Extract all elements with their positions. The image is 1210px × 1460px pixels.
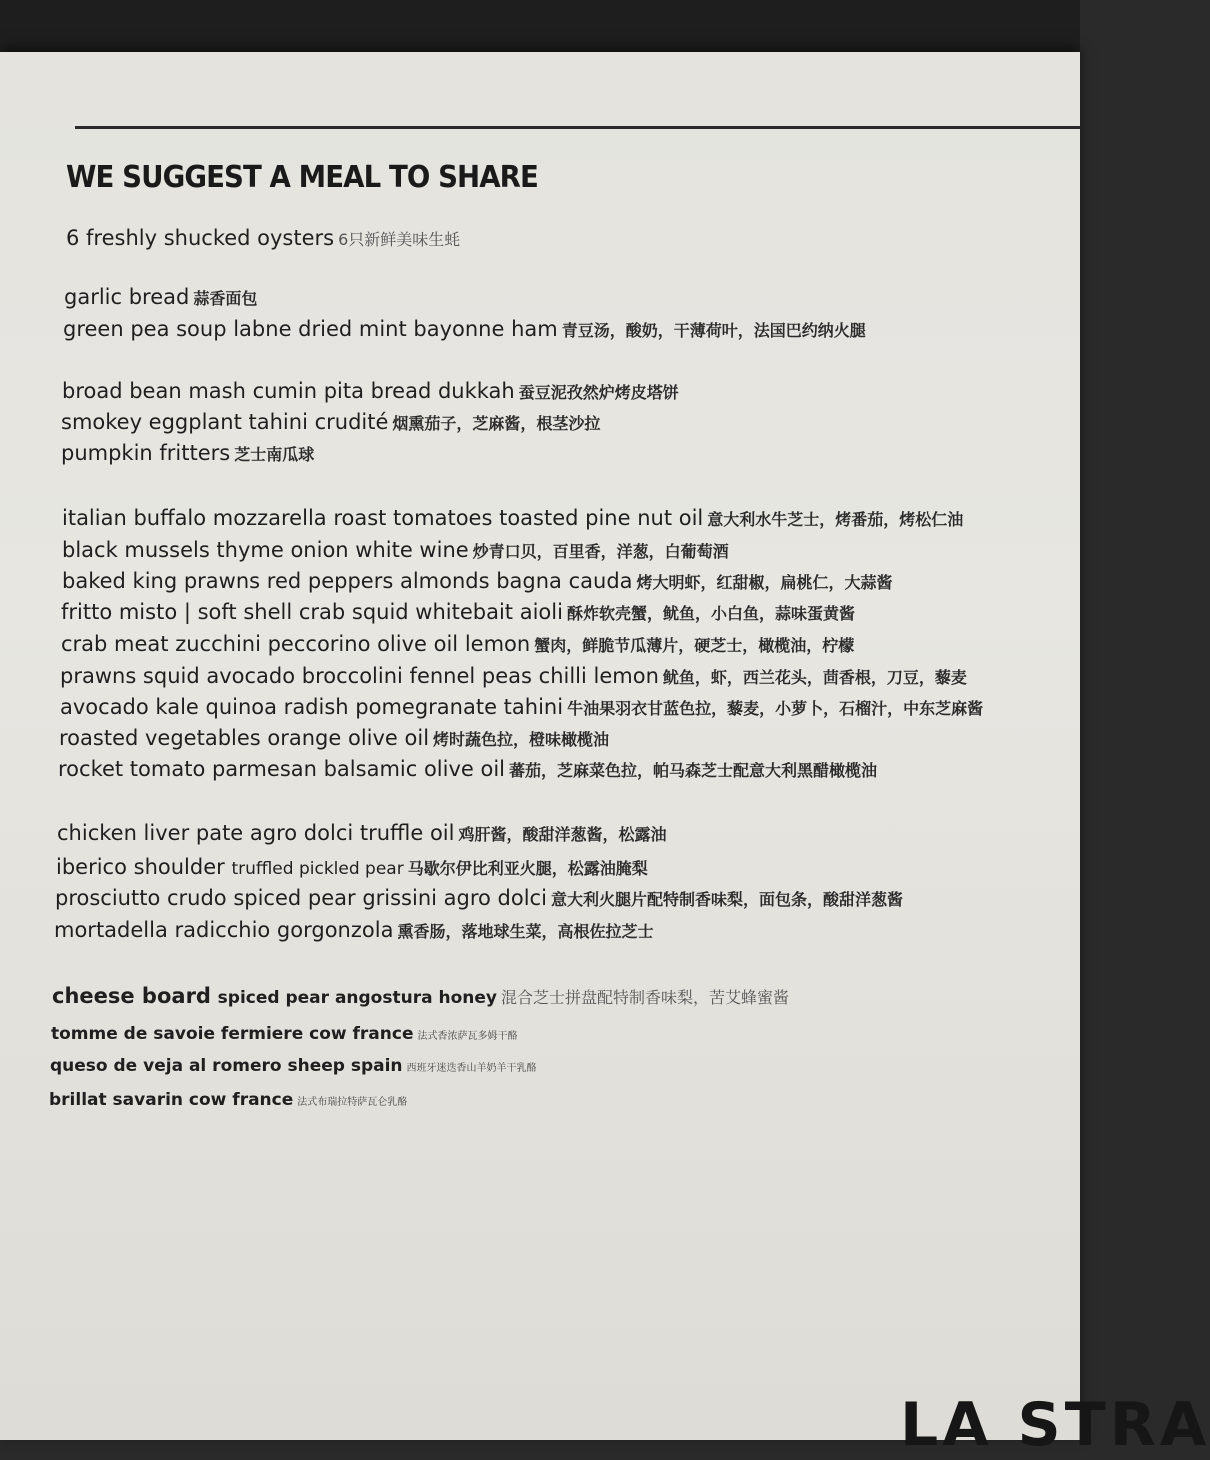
item-translation: 法式香浓萨瓦多姆干酪 xyxy=(417,1031,518,1042)
menu-item-broad-bean xyxy=(62,381,679,402)
menu-item-avocado-kale xyxy=(60,697,983,718)
item-translation: 鸡肝酱，酸甜洋葱酱，松露油 xyxy=(458,825,667,844)
item-name: pumpkin fritters xyxy=(61,441,231,465)
item-translation: 蒜香面包 xyxy=(193,289,258,308)
item-name: prosciutto crudo spiced pear grissini agro dolci xyxy=(55,886,547,910)
menu-item-garlic-bread xyxy=(64,287,257,308)
item-translation: 意大利水牛芝士，烤番茄，烤松仁油 xyxy=(707,510,964,529)
item-name: fritto misto | soft shell crab squid whitebait aioli xyxy=(61,600,563,624)
menu-item-oysters xyxy=(66,228,460,249)
item-name: black mussels thyme onion white wine xyxy=(62,538,469,562)
item-name: italian buffalo mozzarella roast tomatoes toasted pine nut oil xyxy=(62,506,704,530)
menu-item-mortadella xyxy=(54,920,653,941)
item-translation: 混合芝士拼盘配特制香味梨，苦艾蜂蜜酱 xyxy=(500,988,789,1007)
item-name: tomme de savoie fermiere cow france xyxy=(51,1024,414,1044)
item-name: rocket tomato parmesan balsamic olive oil xyxy=(58,757,506,781)
item-name: crab meat zucchini peccorino olive oil lemon xyxy=(61,632,531,656)
item-name: queso de veja al romero sheep spain xyxy=(50,1056,403,1076)
menu-item-prawns xyxy=(62,571,893,592)
item-translation: 西班牙迷迭香山羊奶羊干乳酪 xyxy=(406,1063,537,1074)
item-translation: 法式布瑞拉特萨瓦仑乳酪 xyxy=(297,1097,408,1108)
item-name: brillat savarin cow france xyxy=(49,1090,294,1110)
divider-rule xyxy=(75,126,1080,129)
menu-item-cheese-board xyxy=(52,986,789,1007)
item-translation: 青豆汤，酸奶，干薄荷叶，法国巴约纳火腿 xyxy=(561,321,866,340)
item-name: green pea soup labne dried mint bayonne ham xyxy=(63,317,558,341)
item-translation: 鱿鱼，虾，西兰花头，茴香根，刀豆，藜麦 xyxy=(662,668,967,687)
item-name: garlic bread xyxy=(64,285,190,309)
menu-item-prawns-squid xyxy=(60,666,967,687)
item-name: iberico shoulder xyxy=(56,855,225,879)
brand-mark-partial: LA STRA xyxy=(900,1390,1210,1460)
item-name: avocado kale quinoa radish pomegranate tahini xyxy=(60,695,564,719)
menu-item-crab-meat xyxy=(61,634,854,655)
item-translation: 酥炸软壳蟹，鱿鱼，小白鱼，蒜味蛋黄酱 xyxy=(566,604,855,623)
menu-item-mussels xyxy=(62,540,729,561)
item-translation: 熏香肠，落地球生菜，高根佐拉芝士 xyxy=(397,922,654,941)
item-translation: 炒青口贝，百里香，洋葱，白葡萄酒 xyxy=(472,542,729,561)
item-translation: 蕃茄，芝麻菜色拉，帕马森芝士配意大利黑醋橄榄油 xyxy=(509,761,878,780)
item-name: chicken liver pate agro dolci truffle oil xyxy=(57,821,455,845)
item-translation: 蟹肉，鲜脆节瓜薄片，硬芝士，橄榄油，柠檬 xyxy=(534,636,855,655)
item-translation: 芝士南瓜球 xyxy=(234,445,315,464)
item-translation: 烤时蔬色拉，橙味橄榄油 xyxy=(433,730,610,749)
menu-item-tomme xyxy=(51,1022,517,1043)
item-description: truffled pickled pear xyxy=(231,859,404,879)
menu-item-pumpkin xyxy=(61,443,314,464)
menu-item-prosciutto xyxy=(55,888,903,909)
item-translation: 烟熏茄子，芝麻酱，根茎沙拉 xyxy=(392,414,601,433)
menu-item-brillat xyxy=(49,1088,407,1109)
item-translation: 烤大明虾，红甜椒，扁桃仁，大蒜酱 xyxy=(636,573,893,592)
menu-item-chicken-liver xyxy=(57,823,666,844)
item-translation: 6只新鲜美味生蚝 xyxy=(338,230,461,249)
item-name: roasted vegetables orange olive oil xyxy=(59,726,430,750)
menu-sheet xyxy=(0,52,1210,1460)
item-name: mortadella radicchio gorgonzola xyxy=(54,918,394,942)
menu-item-fritto-misto xyxy=(61,602,855,623)
item-description: spiced pear angostura honey xyxy=(217,988,497,1008)
menu-item-queso xyxy=(50,1054,537,1075)
item-name: baked king prawns red peppers almonds bagna cauda xyxy=(62,569,633,593)
menu-item-eggplant xyxy=(61,412,600,433)
item-name: 6 freshly shucked oysters xyxy=(66,226,335,250)
item-name: broad bean mash cumin pita bread dukkah xyxy=(62,379,515,403)
item-name: smokey eggplant tahini crudité xyxy=(61,410,389,434)
menu-item-mozzarella xyxy=(62,508,963,529)
menu-item-iberico xyxy=(56,857,648,878)
item-translation: 蚕豆泥孜然炉烤皮塔饼 xyxy=(518,383,679,402)
menu-item-rocket-tomato xyxy=(58,759,877,780)
item-name: cheese board xyxy=(52,984,211,1008)
item-translation: 意大利火腿片配特制香味梨，面包条，酸甜洋葱酱 xyxy=(550,890,903,909)
menu-title: WE SUGGEST A MEAL TO SHARE xyxy=(66,160,538,195)
menu-item-roasted-vegetables xyxy=(59,728,609,749)
menu-item-pea-soup xyxy=(63,319,866,340)
item-translation: 马歇尔伊比利亚火腿，松露油腌梨 xyxy=(407,859,648,878)
item-translation: 牛油果羽衣甘蓝色拉，藜麦，小萝卜，石榴汁，中东芝麻酱 xyxy=(567,699,984,718)
item-name: prawns squid avocado broccolini fennel peas chilli lemon xyxy=(60,664,659,688)
